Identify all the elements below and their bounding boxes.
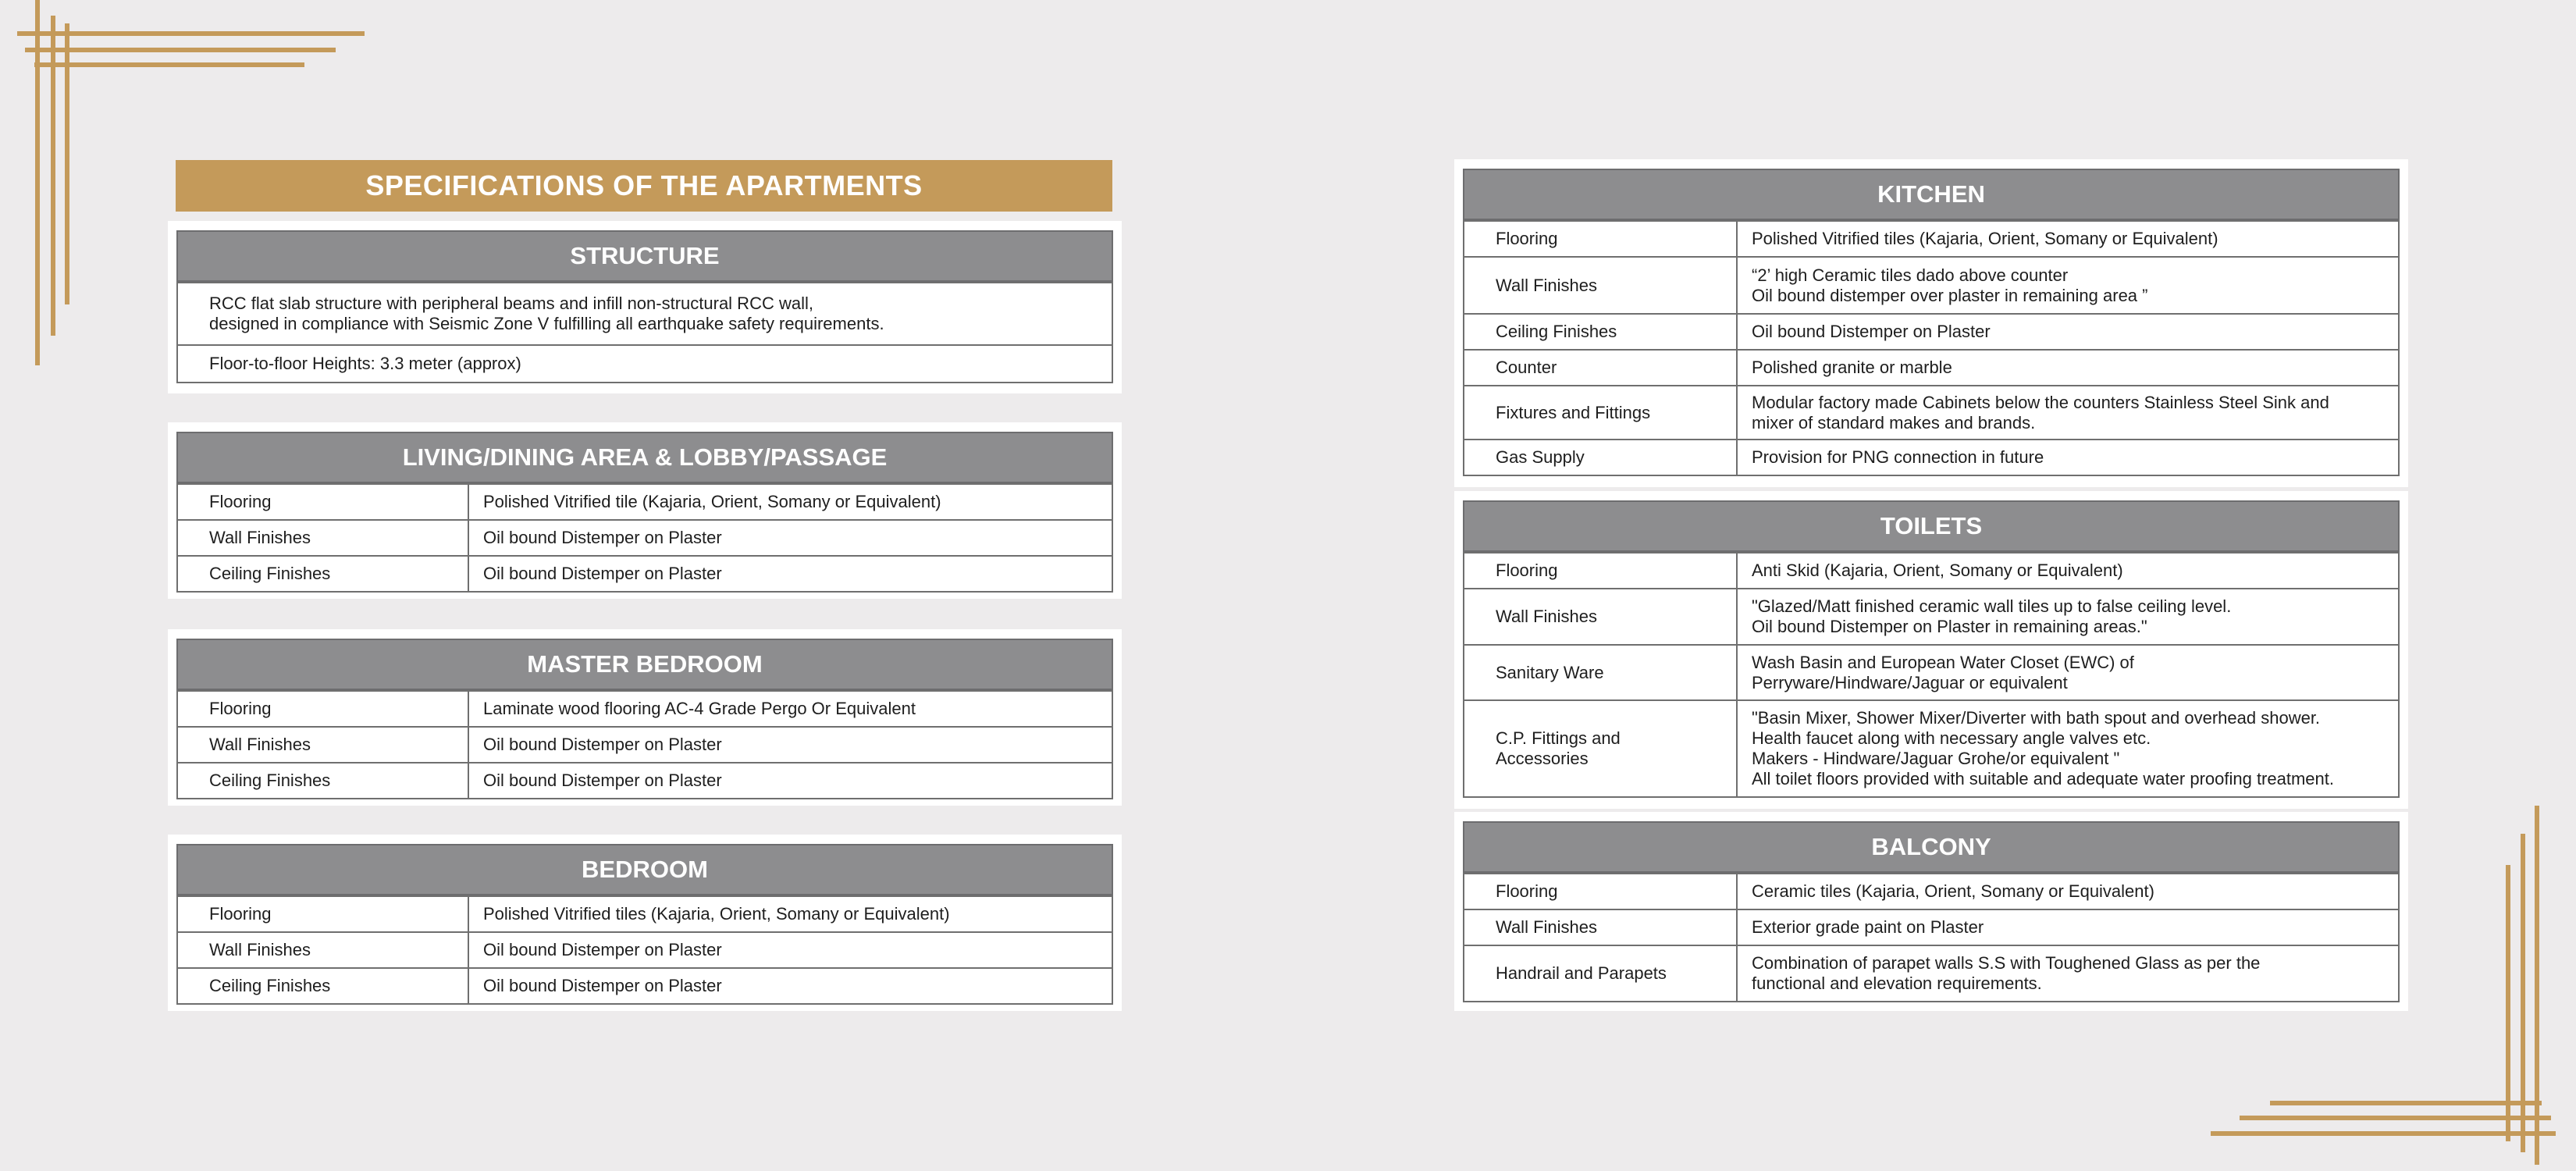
- table-row: Fixtures and Fittings Modular factory made Cabinets below the counters Stainless Steel Sink and mixer of standard makes and brands.: [1464, 386, 2399, 440]
- kitchen-heading: KITCHEN: [1463, 169, 2400, 220]
- table-row: Wall Finishes Oil bound Distemper on Plaster: [177, 932, 1112, 968]
- table-row: Wall Finishes “2’ high Ceramic tiles dado above counter Oil bound distemper over plaster in remaining area ”: [1464, 257, 2399, 314]
- balcony-heading: BALCONY: [1463, 821, 2400, 873]
- kitchen-card: [1454, 159, 2408, 487]
- bedroom-table: [176, 895, 1113, 1005]
- table-row: Flooring Polished Vitrified tiles (Kajaria, Orient, Somany or Equivalent): [177, 896, 1112, 932]
- master-bedroom-table: [176, 690, 1113, 799]
- table-row: Flooring Laminate wood flooring AC-4 Grade Pergo Or Equivalent: [177, 691, 1112, 727]
- balcony-card: [1454, 812, 2408, 1011]
- master-bedroom-card: [168, 629, 1122, 806]
- living-heading: LIVING/DINING AREA & LOBBY/PASSAGE: [176, 432, 1113, 483]
- living-table: [176, 483, 1113, 593]
- kitchen-table: [1463, 220, 2400, 476]
- table-row: Flooring Polished Vitrified tiles (Kajaria, Orient, Somany or Equivalent): [1464, 221, 2399, 257]
- balcony-table: [1463, 873, 2400, 1002]
- table-row: C.P. Fittings and Accessories "Basin Mixer, Shower Mixer/Diverter with bath spout and overhead shower. Health faucet along with necessary angle valves etc. Makers - Hindware/Jaguar Grohe/or equivalent " All toilet floors provided with suitable and adequate water proofing treatment.: [1464, 700, 2399, 797]
- table-row: Wall Finishes "Glazed/Matt finished ceramic wall tiles up to false ceiling level. Oil bound Distemper on Plaster in remaining areas.": [1464, 589, 2399, 645]
- structure-description: RCC flat slab structure with peripheral beams and infill non-structural RCC wall, designed in compliance with Seismic Zone V fulfilling all earthquake safety requirements.: [177, 283, 1112, 345]
- table-row: Ceiling Finishes Oil bound Distemper on Plaster: [177, 968, 1112, 1004]
- bedroom-card: [168, 835, 1122, 1011]
- bedroom-heading: BEDROOM: [176, 844, 1113, 895]
- table-row: Ceiling Finishes Oil bound Distemper on Plaster: [177, 763, 1112, 799]
- structure-table: [176, 282, 1113, 383]
- toilets-table: [1463, 552, 2400, 798]
- structure-heights: Floor-to-floor Heights: 3.3 meter (approx): [177, 345, 1112, 383]
- master-bedroom-heading: MASTER BEDROOM: [176, 639, 1113, 690]
- table-row: Flooring Polished Vitrified tile (Kajaria, Orient, Somany or Equivalent): [177, 484, 1112, 520]
- table-row: Sanitary Ware Wash Basin and European Water Closet (EWC) of Perryware/Hindware/Jaguar or equivalent: [1464, 645, 2399, 700]
- table-row: Counter Polished granite or marble: [1464, 350, 2399, 386]
- table-row: Gas Supply Provision for PNG connection in future: [1464, 440, 2399, 475]
- table-row: Flooring Anti Skid (Kajaria, Orient, Somany or Equivalent): [1464, 553, 2399, 589]
- page-title: SPECIFICATIONS OF THE APARTMENTS: [176, 160, 1112, 212]
- table-row: Ceiling Finishes Oil bound Distemper on Plaster: [1464, 314, 2399, 350]
- toilets-heading: TOILETS: [1463, 500, 2400, 552]
- table-row: Wall Finishes Exterior grade paint on Plaster: [1464, 909, 2399, 945]
- table-row: Ceiling Finishes Oil bound Distemper on Plaster: [177, 556, 1112, 592]
- table-row: Wall Finishes Oil bound Distemper on Plaster: [177, 520, 1112, 556]
- living-card: [168, 422, 1122, 599]
- table-row: Wall Finishes Oil bound Distemper on Plaster: [177, 727, 1112, 763]
- table-row: Flooring Ceramic tiles (Kajaria, Orient, Somany or Equivalent): [1464, 874, 2399, 909]
- table-row: Handrail and Parapets Combination of parapet walls S.S with Toughened Glass as per the functional and elevation requirements.: [1464, 945, 2399, 1002]
- toilets-card: [1454, 491, 2408, 809]
- structure-heading: STRUCTURE: [176, 230, 1113, 282]
- structure-card: [168, 221, 1122, 393]
